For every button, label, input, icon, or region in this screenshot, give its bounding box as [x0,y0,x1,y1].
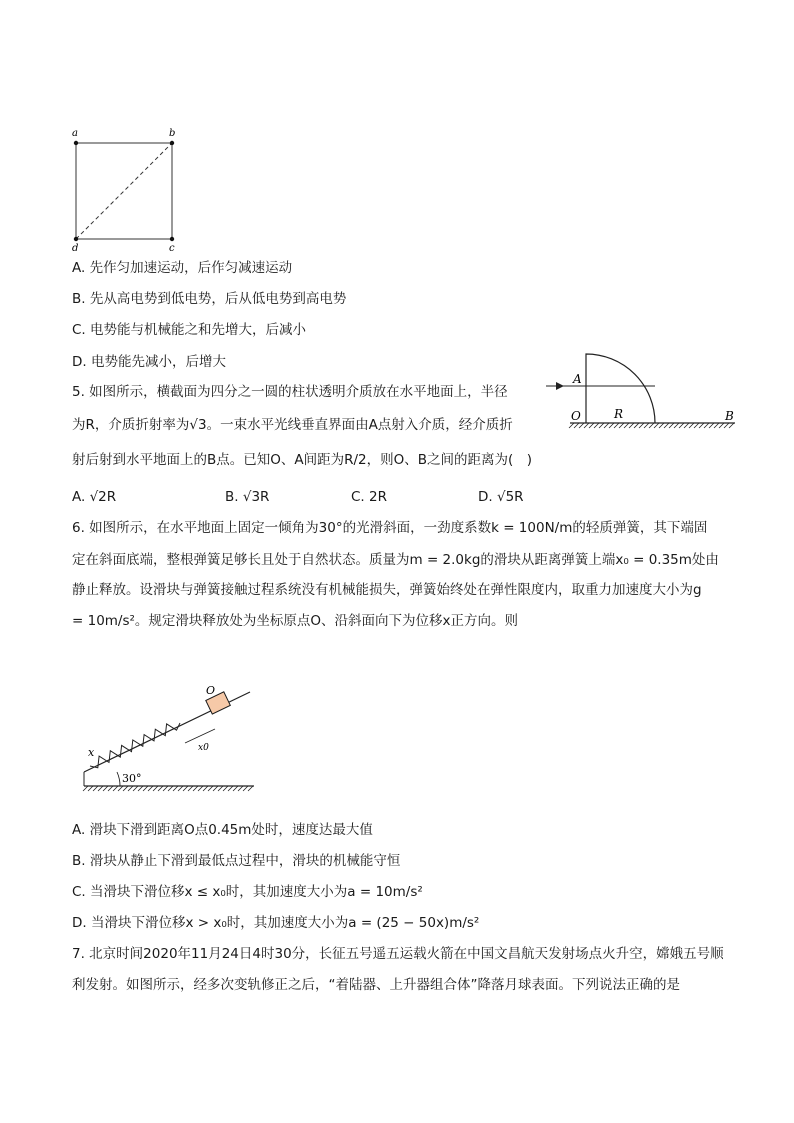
hatch-mark [589,423,594,428]
label-a: a [72,128,78,139]
x0-arrow [185,729,215,743]
hatch-mark [689,423,694,428]
angle-label: 30° [122,772,142,785]
hatch-mark [629,423,634,428]
q7-stem-line-2: 利发射。如图所示，经多次变轨修正之后，“着陆器、上升器组合体”降落月球表面。下列说法正确的是 [72,977,680,993]
hatch-mark [108,786,113,791]
hatch-mark [103,786,108,791]
hatch-mark [669,423,674,428]
hatch-mark [113,786,118,791]
ground-hatching [83,786,253,791]
hatch-mark [213,786,218,791]
hatch-mark [243,786,248,791]
q6-option-d: D. 当滑块下滑位移x > x₀时，其加速度大小为a = (25 − 50x)m/s² [72,915,480,931]
hatch-mark [88,786,93,791]
q6-stem-line-1: 6. 如图所示，在水平地面上固定一倾角为30°的光滑斜面，一劲度系数k = 100N/m的轻质弹簧，其下端固 [72,520,708,536]
q5-option-a: A. √2R [72,489,117,505]
hatch-mark [609,423,614,428]
hatch-mark [729,423,734,428]
label-A: A [573,372,582,386]
hatch-mark [133,786,138,791]
q4-option-a: A. 先作匀加速运动，后作匀减速运动 [72,260,293,276]
hatch-mark [574,423,579,428]
q6-stem-line-3: 静止释放。设滑块与弹簧接触过程系统没有机械能损失，弹簧始终处在弹性限度内，取重力加速度大小为g [72,582,702,598]
hatch-mark [93,786,98,791]
hatch-mark [719,423,724,428]
q5-option-b: B. √3R [225,489,270,505]
hatch-mark [168,786,173,791]
label-O: O [206,684,216,697]
q6-option-b: B. 滑块从静止下滑到最低点过程中，滑块的机械能守恒 [72,853,401,869]
hatch-mark [644,423,649,428]
hatch-mark [634,423,639,428]
hatch-mark [684,423,689,428]
hatch-mark [599,423,604,428]
hatch-mark [118,786,123,791]
q4-option-d: D. 电势能先减小，后增大 [72,354,226,370]
label-b: b [169,128,176,139]
angle-arc [117,772,120,786]
hatch-mark [188,786,193,791]
hatch-mark [248,786,253,791]
hatch-mark [178,786,183,791]
hatch-mark [704,423,709,428]
hatch-mark [98,786,103,791]
hatch-mark [153,786,158,791]
hatch-mark [203,786,208,791]
ground-hatching [569,423,734,428]
hatch-mark [173,786,178,791]
hatch-mark [193,786,198,791]
hatch-mark [569,423,574,428]
hatch-mark [183,786,188,791]
hatch-mark [679,423,684,428]
point-d [74,237,78,241]
q6-stem-line-4: = 10m/s²。规定滑块释放处为坐标原点O、沿斜面向下为位移x正方向。则 [72,613,519,629]
point-c [170,237,174,241]
hatch-mark [709,423,714,428]
hatch-mark [223,786,228,791]
hatch-mark [699,423,704,428]
q4-square-figure [68,126,188,256]
spring [90,723,180,768]
hatch-mark [238,786,243,791]
hatch-mark [158,786,163,791]
hatch-mark [714,423,719,428]
hatch-mark [579,423,584,428]
point-b [170,141,174,145]
hatch-mark [228,786,233,791]
hatch-mark [148,786,153,791]
q4-option-b: B. 先从高电势到低电势，后从低电势到高电势 [72,291,347,307]
q7-stem-line-1: 7. 北京时间2020年11月24日4时30分，长征五号遥五运载火箭在中国文昌航天发射场点火升空，嫦娥五号顺 [72,946,724,962]
hatch-mark [604,423,609,428]
hatch-mark [614,423,619,428]
hatch-mark [198,786,203,791]
hatch-mark [659,423,664,428]
hatch-mark [624,423,629,428]
hatch-mark [674,423,679,428]
hatch-mark [138,786,143,791]
hatch-mark [233,786,238,791]
q4-option-c: C. 电势能与机械能之和先增大，后减小 [72,322,307,338]
label-R: R [614,407,624,421]
hatch-mark [128,786,133,791]
q5-option-d: D. √5R [478,489,524,505]
q6-incline-figure [72,680,272,800]
label-x: x [88,746,95,759]
hatch-mark [83,786,88,791]
q5-option-c: C. 2R [351,489,387,505]
hatch-mark [694,423,699,428]
q5-quarter-circle-figure [540,348,740,438]
label-x0: x0 [198,743,209,753]
q6-option-c: C. 当滑块下滑位移x ≤ x₀时，其加速度大小为a = 10m/s² [72,884,423,900]
hatch-mark [208,786,213,791]
hatch-mark [654,423,659,428]
hatch-mark [664,423,669,428]
label-d: d [72,243,79,254]
hatch-mark [594,423,599,428]
hatch-mark [619,423,624,428]
point-a [74,141,78,145]
hatch-mark [639,423,644,428]
hatch-mark [218,786,223,791]
hatch-mark [649,423,654,428]
arrow-head-icon [556,382,564,390]
q5-stem-line-1: 5. 如图所示，横截面为四分之一圆的柱状透明介质放在水平地面上，半径 [72,384,508,400]
label-c: c [169,243,175,254]
label-O: O [571,409,581,423]
q6-option-a: A. 滑块下滑到距离O点0.45m处时，速度达最大值 [72,822,373,838]
hatch-mark [163,786,168,791]
label-B: B [725,409,734,423]
hatch-mark [724,423,729,428]
q6-stem-line-2: 定在斜面底端，整根弹簧足够长且处于自然状态。质量为m = 2.0kg的滑块从距离弹簧上端x₀ = 0.35m处由 [72,552,719,568]
hatch-mark [584,423,589,428]
hatch-mark [123,786,128,791]
dashed-diagonal [76,143,172,239]
hatch-mark [143,786,148,791]
q5-stem-line-3: 射后射到水平地面上的B点。已知O、A间距为R/2，则O、B之间的距离为( ) [72,452,533,468]
q5-stem-line-2: 为R，介质折射率为√3。一束水平光线垂直界面由A点射入介质，经介质折 [72,417,513,433]
